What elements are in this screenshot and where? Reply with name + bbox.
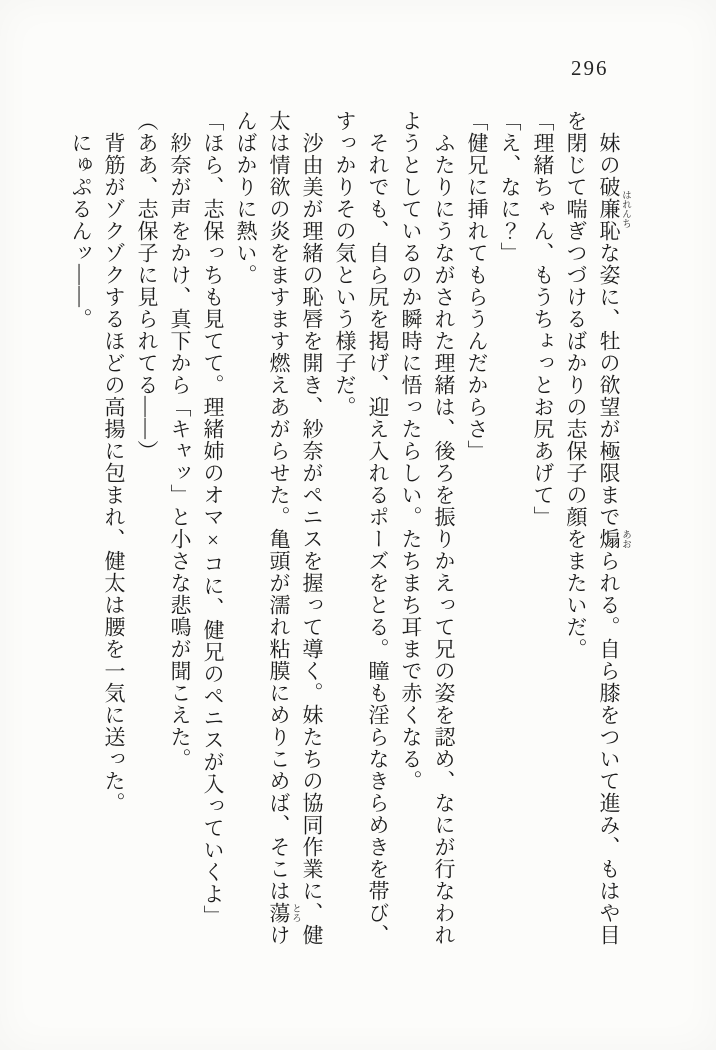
- paragraph: 妹の破廉恥 はれんちな姿に、牡の欲望が極限まで煽 あおられる。自ら膝をついて進み、もはや目を閉じて喘ぎつづけるばかりの志保子の顔をまたいだ。: [564, 110, 630, 946]
- paragraph: それでも、自ら尻を掲げ、迎え入れるポーズをとる。瞳も淫らなきらめきを帯び、すっかりその気という様子だ。: [333, 110, 390, 946]
- paragraph: にゅぷるんッ——。: [69, 132, 93, 330]
- paragraph: 「ほら、志保っちも見てて。理緒姉のオマ×コに、健兄のペニスが入っていくよ」: [201, 110, 225, 927]
- paragraph: 「健兄に挿れてもらうんだからさ」: [465, 110, 489, 462]
- page-number: 296: [571, 56, 609, 80]
- paragraph: 背筋がゾクゾクするほどの高揚に包まれ、健太は腰を一気に送った。: [102, 132, 126, 814]
- furigana-text: はれんち: [620, 176, 630, 242]
- paragraph: 「え、なに？」: [498, 110, 522, 264]
- furigana-ruby: 蕩 とろ: [267, 902, 300, 924]
- paragraph: ふたりにうながされた理緒は、後ろを振りかえって兄の姿を認め、なにが行なわれようとしているのか瞬時に悟ったらしい。たちまち耳まで赤くなる。: [399, 110, 456, 946]
- furigana-text: あお: [620, 528, 630, 550]
- furigana-text: とろ: [290, 902, 300, 924]
- furigana-ruby: 煽 あお: [597, 528, 630, 550]
- paragraph: 紗奈が声をかけ、真下から「キャッ」と小さな悲鳴が聞こえた。: [168, 132, 192, 770]
- paragraph: 「理緒ちゃん、もうちょっとお尻あげて」: [531, 110, 555, 528]
- novel-text-block: [64, 110, 630, 952]
- paragraph: 沙由美が理緒の恥唇を開き、紗奈がペニスを握って導く。妹たちの協同作業に、健太は情欲の炎をますます燃えあがらせた。亀頭が濡れ粘膜にめりこめば、そこは蕩 とろけんばかりに熱い。: [234, 110, 324, 946]
- furigana-ruby: 破廉恥 はれんち: [597, 176, 630, 242]
- paragraph: （ああ、志保子に見られてる——）: [135, 110, 159, 462]
